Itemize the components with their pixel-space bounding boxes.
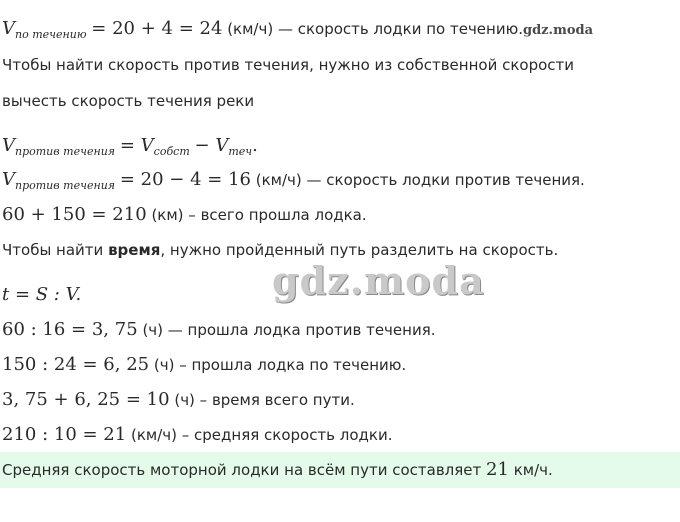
subscript: против течения xyxy=(15,145,116,158)
line-text: (км/ч) – средняя скорость лодки. xyxy=(130,426,393,444)
line-text: (км/ч) — скорость лодки по течению. xyxy=(227,20,523,38)
text-bold: время xyxy=(108,241,161,259)
math-expression: 3, 75 + 6, 25 = 10 xyxy=(2,389,170,410)
math-expression: 60 + 150 = 210 xyxy=(2,204,147,225)
line-time-downstream xyxy=(2,354,406,376)
line-total-time xyxy=(2,389,355,411)
line-text: (км/ч) — скорость лодки против течения. xyxy=(255,171,585,189)
math-expression: = 20 + 4 = 24 xyxy=(91,18,223,39)
answer-text: Средняя скорость моторной лодки на всём пути составляет xyxy=(2,461,482,479)
subscript-3: теч xyxy=(228,145,253,158)
var-v: V xyxy=(2,169,15,190)
math-expression: = 20 − 4 = 16 xyxy=(119,169,251,190)
line-formula-upstream xyxy=(2,135,258,159)
text-post: , нужно пройденный путь разделить на скорость. xyxy=(160,241,559,259)
line-speed-downstream xyxy=(2,18,593,42)
line-average-speed xyxy=(2,424,393,446)
line-text: (км) – всего прошла лодка. xyxy=(151,206,367,224)
watermark-small: gdz.moda xyxy=(522,23,594,38)
answer-line xyxy=(2,459,553,481)
line-text: (ч) – прошла лодка по течению. xyxy=(153,356,407,374)
answer-box xyxy=(0,452,680,488)
line-time-formula xyxy=(2,284,81,306)
var-v: V xyxy=(2,135,15,156)
line-speed-upstream xyxy=(2,169,585,193)
line-time-upstream xyxy=(2,319,435,341)
math-expression: t = S : V. xyxy=(2,284,82,305)
text-line-3: вычесть скорость течения реки xyxy=(2,92,255,110)
line-total-distance xyxy=(2,204,367,226)
answer-unit: км/ч. xyxy=(513,461,553,479)
answer-value: 21 xyxy=(486,459,509,480)
watermark-large: gdz.moda xyxy=(272,258,485,303)
text-line-2: Чтобы найти скорость против течения, нужно из собственной скорости xyxy=(2,56,575,74)
math-expression: 150 : 24 = 6, 25 xyxy=(2,354,150,375)
text-pre: Чтобы найти xyxy=(2,241,109,259)
subscript-2: собст xyxy=(153,145,190,158)
subscript: против течения xyxy=(15,179,116,192)
math-minus: − V xyxy=(194,135,229,156)
math-dot: . xyxy=(252,135,258,156)
var-v: V xyxy=(2,18,15,39)
subscript: по течению xyxy=(15,28,87,41)
line-text: (ч) — прошла лодка против течения. xyxy=(142,321,436,339)
math-expression: 210 : 10 = 21 xyxy=(2,424,127,445)
line-text: (ч) – время всего пути. xyxy=(174,391,355,409)
math-expression: 60 : 16 = 3, 75 xyxy=(2,319,138,340)
math-eq: = V xyxy=(119,135,154,156)
